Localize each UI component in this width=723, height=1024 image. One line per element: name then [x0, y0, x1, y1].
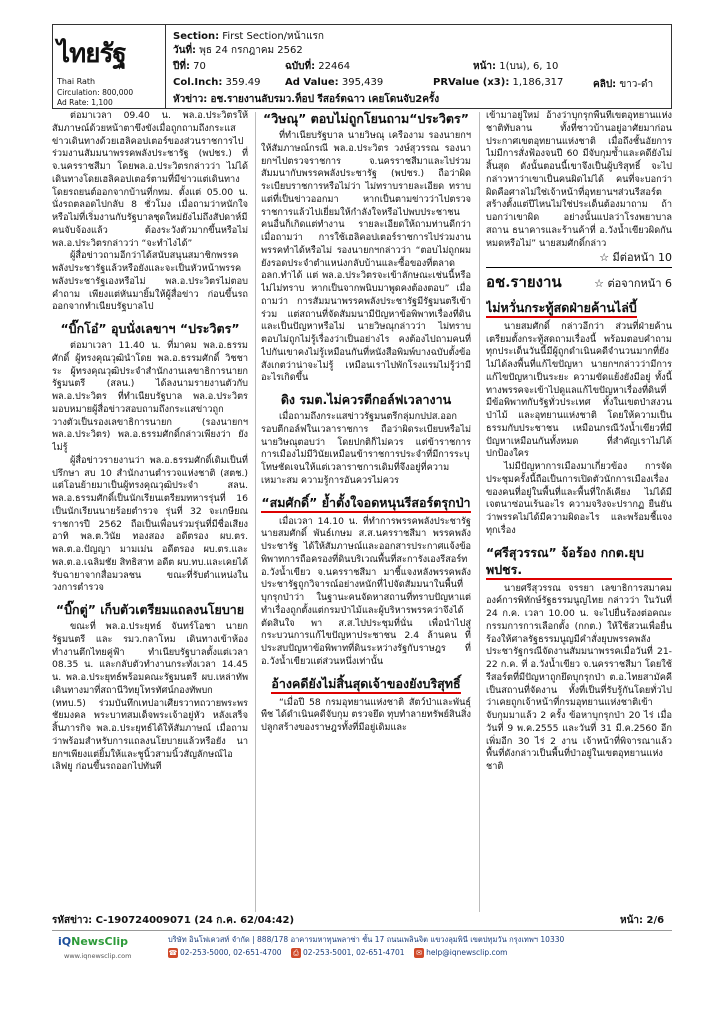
clip-field: คลิป: ขาว-ดำ: [593, 79, 654, 90]
year-field: ปีที่: 70: [173, 61, 206, 72]
paragraph: ผู้สื่อข่าวรายงานว่า พล.อ.ธรรมศักดิ์เดิมเป็นที่ปรึกษา สบ 10 สำนักงานตำรวจแห่งชาติ (สตช.) แต่โอนย้ายมาเป็นผู้ทรงคุณวุฒิประจำ สลน. พล.อ.ธรรมศักดิ์เป็นนักเรียนเตรียมทหารรุ่นที่ 16 เป็นนักเรียนนายร้อยตำรวจ รุ่นที่ 32 จะเกษียณราชการปี 2562 ถือเป็นเพื่อนร่วมรุ่นที่มีชื่อเสียงอาทิ พล.ต.วินัย ทองสอง อดีตรอง ผบ.ตร. พล.ต.อ.ปัญญา มามเม่น อดีตรอง ผบ.ตร.และ พล.ต.อ.เฉลิมชัย สิทธิสาท อดีต ผบ.ทบ.และเคยได้รับฉายาจากสื่อมวลชน ขณะที่รับตำแหน่งในวงการตำรวจ: [52, 454, 248, 594]
publication-box: [53, 25, 166, 108]
publication-name: Thai Rath: [57, 77, 96, 86]
article-column-2: [261, 110, 471, 735]
advalue-field: Ad Value: 395,439: [285, 77, 384, 88]
highlighted-subheading: อ้างคดียังไม่สิ้นสุดเจ้าของยังบริสุทธิ์: [271, 675, 460, 694]
column-divider: [255, 112, 256, 912]
subheading: “วิษณุ” ตอบไม่ถูกโยนถาม“ประวิตร”: [263, 111, 469, 126]
page-field: หน้า: 1(บน), 6, 10: [473, 61, 559, 72]
phone-icon: ☎: [168, 949, 178, 957]
column-divider: [479, 112, 480, 912]
clip-id: รหัสข่าว: C-190724009071 (24 ก.ค. 62/04:42): [52, 915, 295, 926]
colinch-field: Col.Inch: 359.49: [173, 77, 261, 88]
highlighted-subheading: ไม่หวั่นกระทู้สดฝ่ายค้านไล่บี้: [486, 299, 637, 318]
fax-icon: ⎙: [291, 948, 301, 958]
clip-header: [52, 24, 672, 109]
date-field: วันที่: พุธ 24 กรกฎาคม 2562: [173, 45, 303, 56]
paragraph: ต่อมาเวลา 09.40 น. พล.อ.ประวิตรให้สัมภาษณ์ด้วยหน้าตาขึงขังเมื่อถูกถามถึงกระแสข่าวเดินทางด้วยเฮลิคอปเตอร์ของส่วนราชการไปร่วมงานสัมมนาพรรคพลังประชารัฐ (พปชร.) ที่ จ.นครราชสีมา โดยพล.อ.ประวิตรกล่าวว่า ไม่ได้เดินทางโดยเฮลิคอปเตอร์ตามที่มีข่าวแต่เดินทางโดยรถยนต์ออกจากบ้านที่กทม. ตั้งแต่ 05.00 น. นั่งรถตลอดไปกลับ 8 ชั่วโมง เมื่อถามว่าหนักใจหรือไม่ที่เริ่มงานกับรัฐบาลชุดใหม่ยังไม่ถึงสัปดาห์มีคนจับจ้องแล้ว ต้องระวังตัวมากขึ้นหรือไม่ พล.อ.ประวิตรกล่าวว่า “จะทำไงได้”: [52, 110, 248, 249]
paragraph: ที่ทำเนียบรัฐบาล นายวิษณุ เครืองาม รองนายกฯ ให้สัมภาษณ์กรณี พล.อ.ประวิตร วงษ์สุวรรณ รองนายกฯไปตรวจราชการ จ.นครราชสีมาและไปร่วมสัมมนากับพรรคพลังประชารัฐ (พปชร.) ถือว่าผิดระเบียบราชการหรือไม่ว่า ไม่ทราบรายละเอียด ทราบแต่ที่เป็นข่าวออกมา หากเป็นตามข่าวว่าไปตรวจราชการแล้วไปเยี่ยมให้กำลังใจหรือไปพบประชาชนคนอื่นก็เกิดแต่ทำงาน รายละเอียดให้ถามท่านดีกว่า เมื่อถามว่า การใช้เฮลิคอปเตอร์ราชการไปร่วมงานพรรคทำได้หรือไม่ รองนายกฯกล่าวว่า “ตอบไม่ถูกผมยังรอดประจำตำแหน่งกลับบ้านและซื้อของที่ตลาด อลก.ทำได้ แต่ พล.อ.ประวิตรจะเข้าลักษณะเช่นนี้หรือไม่ไม่ทราบ หากเป็นจากพนิบมาพูดคงต้องตอบ” เมื่อถามว่า การสัมมนาพรรคพลังประชารัฐมีรัฐมนตรีเข้าร่วม แต่สถานที่จัดสัมมนามีปัญหาข้อพิพาทเรื่องที่ดินและเป็นปัญหาหรือไม่ นายวิษณุกล่าวว่า ไม่ทราบ ตอบไม่ถูกไม่รู้เรื่องว่าเป็นอย่างไร คงต้องไปถามคนที่ไปกันเขาคงไม่รู้เหมือนกันที่หนังสือพิมพ์บางฉบับตั้งข้อสังเกตว่าน่าจะไม่รู้ เหมือนเราไปพักโรงแรมไม่รู้ว่ามีอะไรเกิดขึ้น: [261, 130, 471, 384]
circulation: Circulation: 800,000: [57, 88, 134, 97]
continued-on-page: ☆ มีต่อหน้า 10: [599, 251, 672, 265]
story-kicker: อช.รายงาน: [486, 273, 562, 291]
paragraph: ต่อมาเวลา 11.40 น. ที่มาคม พล.อ.ธรรมศักดิ์ ผู้ทรงคุณวุฒินำโดย พล.อ.ธรรมศักดิ์ วิชชาระ ผู้ทรงคุณวุฒิประจำสำนักงานเลขาธิการนายกรัฐมนตรี (สลน.) ได้ลงนามรายงานตัวกับพล.อ.ประวิตร ที่ทำเนียบรัฐบาล พล.อ.ประวิตรมอบหมายผู้สื่อข่าวสอบถามถึงกระแสข่าวถูกวางตัวเป็นรองเลขาธิการนายก (รองนายกฯ พล.อ.ประวิตร) พล.อ.ธรรมศักดิ์กล่าวเพียงว่า ยังไม่รู้: [52, 340, 248, 453]
page-counter: หน้า: 2/6: [620, 915, 665, 926]
headline-field: หัวข่าว: อช.รายงานลับรมว.ท็อป รีสอร์ตฉาว เคยโดนจับ2ครั้ง: [173, 94, 440, 105]
iqnewsclip-logo: iQNewsClip: [58, 935, 128, 948]
section-field: Section: First Section/หน้าแรก: [173, 31, 324, 42]
paragraph: นายศรีสุวรรณ จรรยา เลขาธิการสมาคมองค์การพิทักษ์รัฐธรรมนูญไทย กล่าวว่า ในวันที่ 24 ก.ค. เวลา 10.00 น. จะไปยื่นร้องต่อคณะกรรมการการเลือกตั้ง (กกต.) ให้ใช้สวนเพื่อยื่นร้องให้ศาลรัฐธรรมนูญมีคำสั่งยุบพรรคพลังประชารัฐกรณีจัดงานสัมมนาพรรคเมื่อวันที่ 21-22 ก.ค. ที่ อ.วังน้ำเขียว จ.นครราชสีมา โดยใช้รีสอร์ตที่มีปัญหาถูกยึดบุกรุกป่า ต.อ.ไทยสามัคคี เป็นสถานที่จัดงาน ทั้งที่เป็นที่รับรู้กันโดยทั่วไปว่าเคยถูกเจ้าหน้าที่กรมอุทยานแห่งชาติเข้าจับกุมมาแล้ว 2 ครั้ง ข้อหาบุกรุกป่า 20 ไร่ เมื่อวันที่ 9 พ.ค.2555 และวันที่ 31 มี.ค.2560 อีกเพิ่มอีก 30 ไร่ 2 งาน เจ้าหน้าที่พิจารณาแล้วพื้นที่ดังกล่าวเป็นพื้นที่ป่าอยู่ในเขตอุทยานแห่งชาติ: [486, 582, 672, 772]
issue-field: ฉบับที่: 22464: [285, 61, 351, 72]
footer-divider: [52, 930, 672, 931]
phone-number: 02-253-5000, 02-651-4700: [180, 948, 282, 957]
ad-rate: Ad Rate: 1,100: [57, 98, 113, 107]
subheading: “บิ๊กตู่” เก็บตัวเตรียมแถลงนโยบาย: [55, 602, 245, 617]
subheading: “บิ๊กโอ๋” อุบนั่งเลขาฯ “ประวิตร”: [60, 321, 240, 336]
paragraph: ไม่มีปัญหาการเมืองมาเกี่ยวข้อง การจัดประชุมครั้งนี้ถือเป็นการเปิดตัวนักการเมืองเรื่องของคนที่อยู่ในพื้นที่และพื้นที่ใกล้เคียง ไม่ได้มีเจตนาซ่อนเร้นอะไร ความจริงจะปรากฏ ยืนยันว่าพรรคไม่ได้มีความผิดอะไร และพร้อมชี้แจงทุกเรื่อง: [486, 461, 672, 536]
fax-number: 02-253-5001, 02-651-4701: [303, 948, 405, 957]
prvalue-field: PRValue (x3): 1,186,317: [433, 77, 564, 88]
company-address: บริษัท อินโฟเควสท์ จำกัด | 888/178 อาคารมหาทุนพลาซ่า ชั้น 17 ถนนเพลินจิต แขวงลุมพินี เขตปทุมวัน กรุงเทพฯ 10330: [168, 935, 565, 944]
newspaper-logo: ไทยรัฐ: [57, 39, 126, 69]
paragraph: เข้ามาอยู่ใหม่ อ้างว่าบุกรุกพื้นที่เขตอุทยานแห่งชาติทับลาน ทั้งที่ชาวบ้านอยู่อาศัยมาก่อนประกาศเขตอุทยานแห่งชาติ เมื่อถึงชั้นอัยการไม่มีการสั่งฟ้องจนปี 60 มีจับกุมซ้ำและคดียังไม่สิ้นสุด ดังนั้นตอนนี้เขาจึงเป็นผู้บริสุทธิ์ จะไปกล่าวหาว่าเขาเป็นคนผิดไม่ได้ คนที่จะบอกว่าผิดคือศาลไม่ใช่เจ้าหน้าที่อุทยานฯส่วนรีสอร์ตสร้างตั้งแต่ปีไหนไม่ใช่ประเด็นต้องมาถาม ถ้าบอกว่าเขาผิด อย่างนั้นแปลว่าโรงพยาบาลสถาน ธนาคารและร้านค้าที่ อ.วังน้ำเขียวผิดกันหมดหรือไม่” นายสมศักดิ์กล่าว: [486, 110, 672, 249]
email-address: help@iqnewsclip.com: [426, 948, 508, 957]
company-contacts: [168, 948, 507, 958]
paragraph: “เมื่อปี 58 กรมอุทยานแห่งชาติ สัตว์ป่าและพันธุ์พืช ได้ดำเนินคดีจับกุม ตรวจยึด ทุบทำลายทรัพย์สินสิ่งปลูกสร้างของราษฎรทั้งที่มีอยู่เดิมและ: [261, 696, 471, 733]
article-column-1: [52, 110, 248, 774]
highlighted-subheading: “ศรีสุวรรณ” จ้อร้อง กกต.ยุบ พปชร.: [486, 544, 672, 580]
paragraph: เมื่อเวลา 14.10 น. ที่ทำการพรรคพลังประชารัฐ นายสมศักดิ์ พันธ์เกษม ส.ส.นครราชสีมา พรรคพลังประชารัฐ ได้ให้สัมภาษณ์และออกสารประกาศแจ้งข้อพิพาทการถือครองที่ดินบริเวณพื้นที่สะการังเองรีสอร์ท อ.วังน้ำเขียว จ.นครราชสีมา มาชี้แจงหลังพรรคพลังประชารัฐถูกวิจารณ์อย่างหนักที่ไปจัดสัมมนาในพื้นที่บุกรุกป่าว่า ในฐานะคนจัดหาสถานที่ทราบปัญหาแต่ทำเรื่องถูกตั้งแต่กรมป่าไม้และผู้บริหารพรรคว่าจึงได้ตัดสินใจ พา ส.ส.ไปประชุมที่นั่น เพื่อนำไปสู่กระบวนการแก้ไขปัญหาประชาชน 2.4 ล้านคน ที่ประสบปัญหาข้อพิพาทที่ดินระหว่างรัฐกับราษฎร ที่ อ.วังน้ำเขียวแต่ส่วนหนึ่งเท่านั้น: [261, 515, 471, 667]
paragraph: ผู้สื่อข่าวถามอีกว่าได้สนับสนุนสมาชิกพรรคพลังประชารัฐแล้วหรือยังและจะเป็นหัวหน้าพรรคพลังประชารัฐเองหรือไม่ พล.อ.ประวิตรไม่ตอบคำถาม เพียงแต่หันมายิ้มให้ผู้สื่อข่าว ก่อนขึ้นรถออกจากทำเนียบรัฐบาลไป: [52, 250, 248, 313]
highlighted-subheading: “สมศักดิ์” ย้ำตั้งใจอดหนุนรีสอร์ตรุกป่า: [261, 494, 470, 513]
paragraph: นายสมศักดิ์ กล่าวอีกว่า ส่วนที่ฝ่ายค้านเตรียมตั้งกระทู้สดถามเรื่องนี้ พร้อมตอบคำถามทุกประเด็นวันนี้มีผู้ถูกดำเนินคดีจำนวนมากที่ยังไม่ได้ลงพื้นที่แก้ไขปัญหา นายกฯกล่าวว่ามีการแก้ไขปัญหาเป็นระยะ ความขัดแย้งยังมีอยู่ ทั้งนี้ทางพรรคจะเข้าไปดูแลแก้ไขปัญหาเรื่องที่ดินที่มีข้อพิพาทกับรัฐทั่วประเทศ ทั้งในเขตป่าสงวน ป่าไม้ และอุทยานแห่งชาติ โดยให้ความเป็นธรรมกับประชาชน เหมือนกรณีวังน้ำเขียวที่มีปัญหาเหมือนกันทั้งหมด ที่สำคัญเราไม่ได้ปกป้องใคร: [486, 320, 672, 460]
subheading: ดิง รมต.ไม่ควรตีกอล์ฟเวลางาน: [280, 392, 452, 407]
iqnewsclip-website: www.iqnewsclip.com: [64, 952, 132, 960]
mail-icon: ✉: [414, 948, 424, 958]
paragraph: ขณะที่ พล.อ.ประยุทธ์ จันทร์โอชา นายกรัฐมนตรี และ รมว.กลาโหม เดินทางเข้าห้องทำงานตึกไทยคู่ฟ้า ทำเนียบรัฐบาลตั้งแต่เวลา 08.35 น. และกลับตัวทำงานกระทั่งเวลา 14.45 น. พล.อ.ประยุทธ์พร้อมคณะรัฐมนตรี ผบ.เหล่าทัพเดินทางมาที่สถานีวิทยุโทรทัศน์กองทัพบก (ททบ.5) ร่วมบันทึกเทปอาเศียรวาทถวายพระพรชัยมงคล พระบาทสมเด็จพระเจ้าอยู่หัว หลังเสร็จสิ้นภารกิจ พล.อ.ประยุทธ์ได้ให้สัมภาษณ์ เมื่อถามว่าพร้อมสำหรับการแถลงนโยบายแล้วหรือยัง นายกฯเพียงแต่ยิ้มให้และชูนิ้วสามนิ้วสัญลักษณ์ไอเลิฟยู ก่อนขึ้นรถออกไปทันที: [52, 621, 248, 773]
continued-from-page: ☆ ต่อจากหน้า 6: [594, 277, 672, 290]
article-column-3: [486, 110, 672, 774]
paragraph: เมื่อถามถึงกระแสข่าวรัฐมนตรีกลุ่มกปปส.ออกรอบตีกอล์ฟในเวลาราชการ ถือว่าผิดระเบียบหรือไม่ นายวิษณุตอบว่า โดยปกติก็ไม่ควร แต่ข้าราชการการเมืองไม่มีวินัยเหมือนข้าราชการประจำที่มีการระบุโทษชัดเจนให้แต่เวลาราชการเดิมที่จึงอยู่ที่ความเหมาะสม ความรู้การอันควรไม่ควร: [261, 411, 471, 486]
